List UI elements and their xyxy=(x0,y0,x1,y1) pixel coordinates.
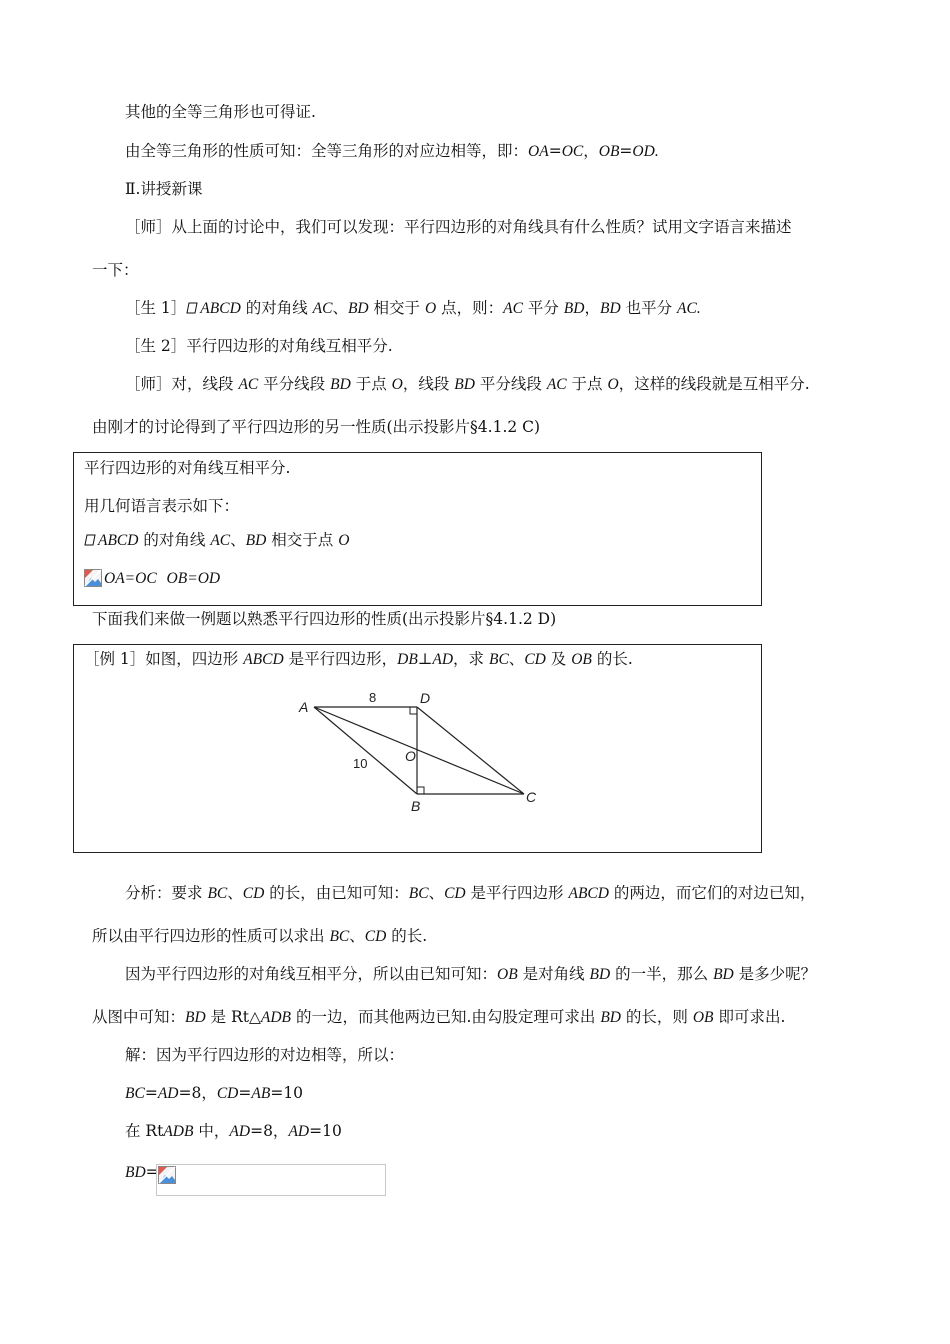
text: 平分 xyxy=(522,299,564,317)
solution-step2 xyxy=(125,1121,342,1142)
text: 的一半，那么 xyxy=(610,965,714,983)
teacher-question-line2: 一下： xyxy=(92,261,139,279)
math: ABCD xyxy=(200,300,241,317)
text: 的长，由已知可知： xyxy=(264,884,409,902)
text: 的两边，而它们的对边已知， xyxy=(608,884,816,902)
text: ， xyxy=(584,299,600,317)
math: ABCD xyxy=(568,885,609,902)
text: = xyxy=(619,142,633,160)
text: 、 xyxy=(428,884,445,902)
math: AD xyxy=(229,1123,251,1140)
text: 的长，则 xyxy=(620,1008,693,1026)
text: 是平行四边形 xyxy=(465,884,569,902)
math: OB xyxy=(571,651,592,668)
text: 分析：要求 xyxy=(125,884,208,902)
student1-answer xyxy=(125,298,701,319)
math: O xyxy=(338,532,350,549)
math: OC xyxy=(135,570,157,587)
math: OB xyxy=(166,570,188,587)
text: 也平分 xyxy=(620,299,678,317)
math: AC xyxy=(238,376,259,393)
para-congruent-property xyxy=(125,141,659,162)
text: ⊥ xyxy=(417,650,433,668)
text: ［生 1］ xyxy=(125,299,187,317)
student2-answer: ［生 2］平行四边形的对角线互相平分. xyxy=(125,337,393,355)
text: . xyxy=(696,300,701,317)
text: 由全等三角形的性质可知：全等三角形的对应边相等，即： xyxy=(125,142,529,160)
math: BC xyxy=(329,928,350,945)
formula-image-placeholder xyxy=(156,1164,386,1196)
text: 相交于 xyxy=(368,299,425,317)
math: O xyxy=(607,376,619,393)
broken-image-icon xyxy=(158,1166,176,1184)
math: ABCD xyxy=(98,532,139,549)
math: BD xyxy=(599,300,621,317)
text: =10 xyxy=(309,1122,342,1140)
math: AC xyxy=(677,300,697,317)
reasoning-line2 xyxy=(92,1007,785,1028)
math: AD xyxy=(157,1085,179,1102)
para-other-triangles: 其他的全等三角形也可得证. xyxy=(125,103,316,121)
teacher-summary xyxy=(125,374,810,395)
text: 的长. xyxy=(386,927,428,945)
text: =10 xyxy=(270,1084,304,1102)
text: 即可求出. xyxy=(713,1008,786,1026)
math: CD xyxy=(242,885,265,902)
property-intro: 由刚才的讨论得到了平行四边形的另一性质(出示投影片§4.1.2 C) xyxy=(92,418,541,436)
edge-ab xyxy=(314,707,417,794)
analysis-line2 xyxy=(92,926,427,947)
math: BD xyxy=(125,1164,146,1181)
parallelogram-icon xyxy=(186,302,198,314)
text: 、 xyxy=(332,299,348,317)
math: AC xyxy=(546,376,567,393)
length-ad: 8 xyxy=(369,690,377,705)
text: 的对角线 xyxy=(240,299,313,317)
right-angle-d xyxy=(410,707,417,714)
parallelogram-icon xyxy=(84,534,96,546)
math: BD xyxy=(347,300,369,317)
text: 所以由平行四边形的性质可以求出 xyxy=(92,927,330,945)
math: OA xyxy=(528,143,549,160)
solution-step3 xyxy=(125,1162,159,1183)
math: BC xyxy=(125,1085,145,1102)
text: 从图中可知： xyxy=(92,1008,186,1026)
text: 的长. xyxy=(591,650,633,668)
text: 相交于点 xyxy=(266,531,339,549)
math: OB xyxy=(497,966,518,983)
text: 及 xyxy=(545,650,572,668)
edge-dc xyxy=(417,707,524,794)
label-o: O xyxy=(405,748,416,764)
right-angle-b xyxy=(417,787,424,794)
label-b: B xyxy=(411,798,421,814)
text: 于点 xyxy=(566,375,608,393)
text: 是多少呢？ xyxy=(733,965,817,983)
math: BC xyxy=(207,885,228,902)
math: AC xyxy=(503,300,523,317)
math: O xyxy=(424,300,437,317)
text: . xyxy=(654,143,659,160)
math: BD xyxy=(589,966,611,983)
example-box xyxy=(73,644,762,853)
math: OA xyxy=(104,570,125,587)
math: CD xyxy=(524,651,546,668)
text: = xyxy=(144,1084,158,1102)
text: 点，则： xyxy=(436,299,504,317)
section-heading: Ⅱ.讲授新课 xyxy=(125,180,203,198)
math: BD xyxy=(245,532,267,549)
math: CD xyxy=(364,928,387,945)
math: OD xyxy=(197,570,221,587)
text: 的对角线 xyxy=(138,531,211,549)
math: BC xyxy=(408,885,429,902)
solution-intro: 解：因为平行四边形的对边相等，所以： xyxy=(125,1046,405,1064)
math: O xyxy=(391,376,403,393)
text: 是平行四边形， xyxy=(283,650,398,668)
reasoning-line1 xyxy=(125,964,816,985)
text: = xyxy=(548,142,562,160)
text: 平分线段 xyxy=(258,375,331,393)
text: =8， xyxy=(178,1084,217,1102)
geometry-premise xyxy=(84,530,349,551)
text: 是 Rt△ xyxy=(205,1008,261,1026)
solution-step1 xyxy=(125,1083,303,1104)
math: CD xyxy=(444,885,466,902)
math: OD xyxy=(632,143,655,160)
text: = xyxy=(145,1163,159,1181)
math: OB xyxy=(692,1009,714,1026)
property-statement: 平行四边形的对角线互相平分. xyxy=(84,459,291,477)
math: ABCD xyxy=(243,651,284,668)
math: AD xyxy=(288,1123,310,1140)
math: OB xyxy=(598,143,620,160)
text: ，线段 xyxy=(402,375,455,393)
text: 、 xyxy=(227,884,243,902)
math: DB xyxy=(397,651,418,668)
text: = xyxy=(187,570,198,587)
text: ，求 xyxy=(453,650,489,668)
math: BD xyxy=(330,376,351,393)
text: 平分线段 xyxy=(474,375,547,393)
text: 是对角线 xyxy=(517,965,590,983)
math: AC xyxy=(210,532,231,549)
geometry-language-intro: 用几何语言表示如下： xyxy=(84,497,240,515)
geometry-conclusion xyxy=(84,568,220,589)
math: ADB xyxy=(260,1009,292,1026)
length-ab: 10 xyxy=(353,756,368,771)
property-box xyxy=(73,452,762,606)
diagonal-ac xyxy=(314,707,524,794)
math: BD xyxy=(563,300,585,317)
text: = xyxy=(124,570,136,587)
parallelogram-figure xyxy=(289,687,549,817)
math: CD xyxy=(216,1085,239,1102)
text: 、 xyxy=(349,927,365,945)
text: 中， xyxy=(193,1122,230,1140)
text: ，这样的线段就是互相平分. xyxy=(618,375,810,393)
text: ［例 1］如图，四边形 xyxy=(84,650,244,668)
broken-image-icon xyxy=(84,569,102,587)
text: =8， xyxy=(250,1122,289,1140)
math: AD xyxy=(432,651,454,668)
example-intro: 下面我们来做一例题以熟悉平行四边形的性质(出示投影片§4.1.2 D) xyxy=(92,610,557,628)
math: AC xyxy=(312,300,333,317)
math: BD xyxy=(185,1009,206,1026)
math: ADB xyxy=(163,1123,194,1140)
math: AB xyxy=(251,1085,271,1102)
teacher-question-line1: ［师］从上面的讨论中，我们可以发现：平行四边形的对角线具有什么性质？试用文字语言来描述 xyxy=(125,218,792,236)
text: ［师］对，线段 xyxy=(125,375,239,393)
label-a: A xyxy=(299,699,309,715)
label-d: D xyxy=(420,690,431,706)
text: 因为平行四边形的对角线互相平分，所以由已知可知： xyxy=(125,965,498,983)
math: OC xyxy=(561,143,584,160)
text: 于点 xyxy=(350,375,392,393)
text: = xyxy=(238,1084,252,1102)
example-statement xyxy=(84,649,633,670)
math: BD xyxy=(600,1009,621,1026)
math: BD xyxy=(713,966,734,983)
text: 、 xyxy=(230,531,246,549)
text: 、 xyxy=(508,650,525,668)
math: BD xyxy=(454,376,475,393)
text: 的一边，而其他两边已知.由勾股定理可求出 xyxy=(291,1008,601,1026)
analysis-line1 xyxy=(125,883,815,904)
math: BC xyxy=(488,651,509,668)
label-c: C xyxy=(526,789,537,805)
text: 在 Rt xyxy=(125,1122,164,1140)
text: ， xyxy=(583,142,599,160)
